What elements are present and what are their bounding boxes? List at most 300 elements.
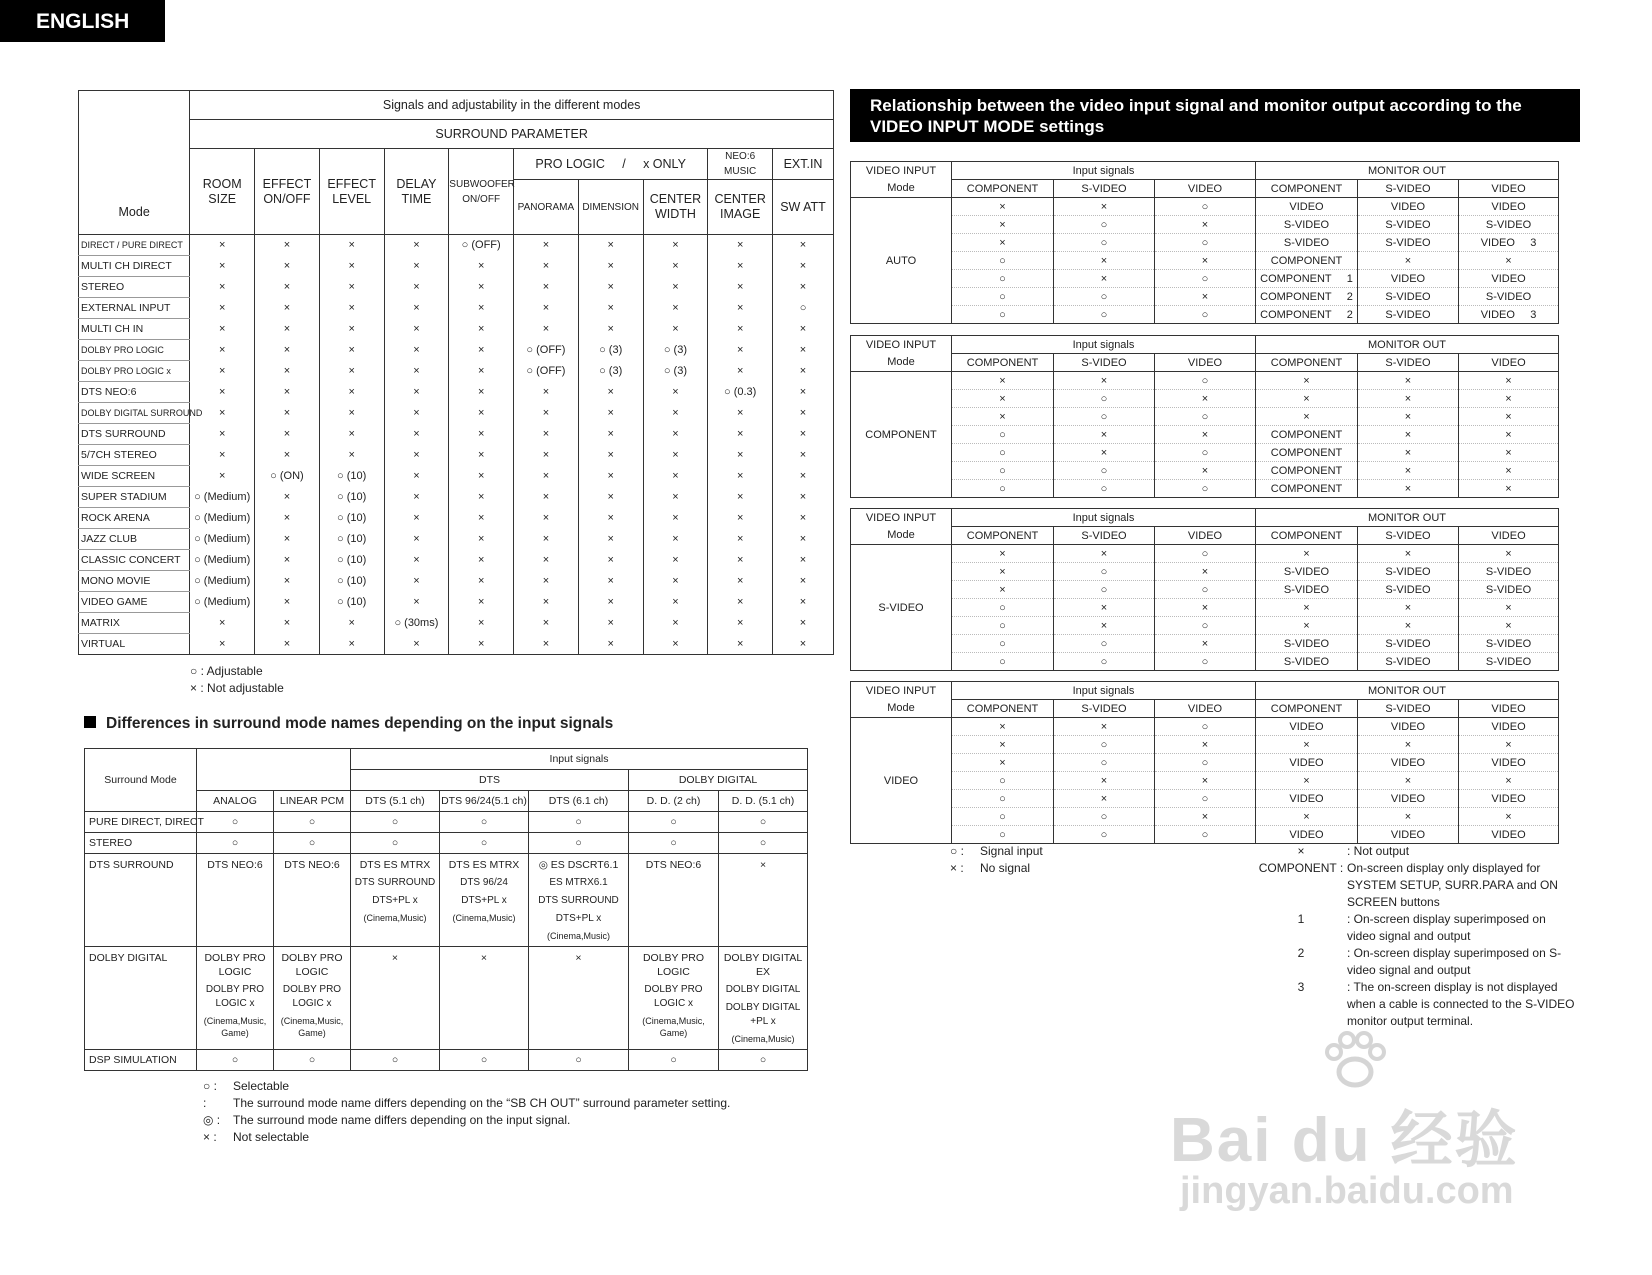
col-effect-onoff: EFFECT ON/OFF [255, 149, 320, 235]
mode-cell: AUTO [851, 198, 952, 324]
table-cell: × [514, 424, 579, 445]
table-cell: × [643, 508, 708, 529]
video-mode-table-s-video [850, 508, 1559, 671]
table-cell: × [449, 529, 514, 550]
table-row [85, 833, 808, 854]
table-cell: S-VIDEO [1256, 581, 1358, 599]
table-cell: VIDEO [1256, 718, 1358, 736]
table-row [851, 581, 1559, 599]
table-cell: COMPONENT 2 [1256, 288, 1358, 306]
table-cell: × [1256, 736, 1358, 754]
table-cell: × [773, 487, 834, 508]
mode-cell: DOLBY DIGITAL SURROUND [79, 403, 190, 424]
table-cell: ○ [1054, 390, 1155, 408]
table-cell: × [319, 319, 384, 340]
table-cell: × [643, 235, 708, 256]
table-cell: × [578, 382, 643, 403]
table-row-dolby-digital [85, 947, 808, 1050]
table-row [851, 252, 1559, 270]
table-cell: × [952, 198, 1054, 216]
cell-line: (Cinema,Music) [452, 913, 516, 923]
table-cell: × [255, 382, 320, 403]
cell-line: DTS NEO:6 [207, 859, 263, 871]
table-cell: ○ [1054, 635, 1155, 653]
table-cell: × [384, 298, 449, 319]
mode-cell: MONO MOVIE [79, 571, 190, 592]
mode-cell: SUPER STADIUM [79, 487, 190, 508]
table-row [79, 256, 834, 277]
table-cell: × [1054, 372, 1155, 390]
table-cell: × [1358, 617, 1459, 635]
table-cell: × [773, 403, 834, 424]
table-row [851, 599, 1559, 617]
table-cell: × [952, 581, 1054, 599]
table-cell: × [384, 256, 449, 277]
table-cell: × [578, 424, 643, 445]
cell-line: DTS 96/24 [460, 877, 508, 888]
col-center-image: CENTER IMAGE [708, 180, 773, 235]
table-cell [197, 854, 274, 947]
table-cell: × [1256, 772, 1358, 790]
table-cell: × [952, 545, 1054, 563]
table-row [79, 298, 834, 319]
mode-cell: DTS SURROUND [79, 424, 190, 445]
mode-label: Mode [851, 354, 952, 372]
cell-line: (Cinema,Music, Game) [642, 1016, 705, 1038]
table-cell: ○ [1054, 480, 1155, 498]
legend-symbol: 2 [1297, 946, 1305, 960]
legend-text: : On-screen display superimposed on S-video signal and output [1347, 946, 1562, 977]
table-cell: × [1256, 390, 1358, 408]
table-cell: × [708, 613, 773, 634]
table-cell: × [773, 256, 834, 277]
col-header: VIDEO [1459, 180, 1559, 198]
table-cell: × [708, 529, 773, 550]
table-row [79, 613, 834, 634]
table-cell: × [952, 563, 1054, 581]
table-cell: × [1459, 462, 1559, 480]
table-cell [197, 947, 274, 1050]
header-row [851, 180, 1559, 198]
col-subwoofer: SUBWOOFER ON/OFF [449, 149, 514, 235]
input-col-header: DTS (5.1 ch) [351, 791, 440, 812]
table-row-dts-surround [85, 854, 808, 947]
table-cell: × [1358, 480, 1459, 498]
legend-text: The surround mode name differs depending on the input signal. [233, 1113, 571, 1127]
table-cell: × [514, 508, 579, 529]
pro-logic-group-header: PRO LOGIC / x ONLY [514, 149, 708, 180]
legend-row [203, 1095, 730, 1112]
table-cell: × [1054, 252, 1155, 270]
table-cell: × [190, 613, 255, 634]
watermark-logo-text: Bai du 经验 [1170, 1106, 1519, 1175]
table-cell: ○ [1155, 617, 1256, 635]
table-cell: × [1459, 545, 1559, 563]
table-cell: ○ [952, 653, 1054, 671]
table-cell: × [1054, 617, 1155, 635]
table-cell: × [578, 550, 643, 571]
cell-line: ES MTRX6.1 [549, 877, 608, 888]
table-cell: ○ [719, 833, 808, 854]
table-cell: × [643, 319, 708, 340]
table-cell: × [1155, 808, 1256, 826]
table-cell: × [773, 235, 834, 256]
table-cell: × [1054, 270, 1155, 288]
cell-line: (Cinema,Music) [546, 931, 610, 941]
table-cell: ○ (10) [319, 592, 384, 613]
input-signals-header: Input signals [952, 162, 1256, 180]
table-cell: × [1155, 599, 1256, 617]
table-cell: ○ [1155, 306, 1256, 324]
table-cell: ○ (10) [319, 571, 384, 592]
table-cell: × [255, 445, 320, 466]
legend-symbol: ○ : [950, 844, 964, 858]
vim-label: VIDEO INPUT [851, 682, 952, 700]
col-header: S-VIDEO [1358, 354, 1459, 372]
table-cell: × [384, 466, 449, 487]
mode-cell: CLASSIC CONCERT [79, 550, 190, 571]
table-cell: ○ (OFF) [514, 340, 579, 361]
table-row [79, 445, 834, 466]
table-cell: × [319, 445, 384, 466]
header-row [851, 509, 1559, 527]
table-cell: × [1358, 772, 1459, 790]
legend-text: : Not adjustable [200, 681, 284, 695]
table-cell: ○ (Medium) [190, 487, 255, 508]
legend-row [1255, 843, 1575, 860]
table-cell: × [643, 298, 708, 319]
table-cell: ○ [952, 808, 1054, 826]
table-cell: × [255, 361, 320, 382]
table-cell: ○ [1155, 653, 1256, 671]
legend-row [203, 1112, 730, 1129]
table-cell: ○ (ON) [255, 466, 320, 487]
table-cell: ○ (Medium) [190, 508, 255, 529]
table-row [79, 319, 834, 340]
table-cell: × [773, 466, 834, 487]
cell-line: DTS NEO:6 [284, 859, 340, 871]
table-row [851, 653, 1559, 671]
table-cell: × [952, 718, 1054, 736]
legend-text: Signal input [980, 844, 1043, 858]
table-cell: × [514, 298, 579, 319]
table-cell: S-VIDEO [1358, 635, 1459, 653]
monitor-out-header: MONITOR OUT [1256, 336, 1559, 354]
table-cell: S-VIDEO [1358, 288, 1459, 306]
table-cell: ○ [952, 599, 1054, 617]
table-cell: × [1256, 545, 1358, 563]
table-cell: × [773, 340, 834, 361]
table-cell: ○ [1054, 216, 1155, 234]
table-cell: ○ [1155, 826, 1256, 844]
table-cell: ○ [952, 306, 1054, 324]
video-legend-right [1255, 843, 1575, 1030]
table-cell: × [190, 445, 255, 466]
table-cell: S-VIDEO [1256, 216, 1358, 234]
table-row [79, 550, 834, 571]
table-cell: × [1459, 390, 1559, 408]
table-cell: VIDEO [1256, 198, 1358, 216]
table-row [851, 270, 1559, 288]
col-header: S-VIDEO [1358, 700, 1459, 718]
signals-header: Signals and adjustability in the different modes [190, 91, 834, 120]
table-cell: ○ [197, 812, 274, 833]
table-cell: ○ [274, 812, 351, 833]
table-cell: S-VIDEO [1459, 563, 1559, 581]
mode-cell: S-VIDEO [851, 545, 952, 671]
legend-text: The surround mode name differs depending on the “SB CH OUT” surround parameter setting. [233, 1096, 731, 1110]
mode-cell: DOLBY DIGITAL [85, 947, 197, 1050]
table-cell: VIDEO [1256, 790, 1358, 808]
table-cell: × [578, 571, 643, 592]
table-cell: × [1358, 372, 1459, 390]
table-cell: × [1155, 772, 1256, 790]
table-row [851, 790, 1559, 808]
table-cell: S-VIDEO [1358, 581, 1459, 599]
table-row [851, 306, 1559, 324]
table-cell: × [643, 550, 708, 571]
table-row [79, 487, 834, 508]
table-cell: ○ [1155, 198, 1256, 216]
input-col-header: LINEAR PCM [274, 791, 351, 812]
table-cell: × [449, 277, 514, 298]
table-cell: × [1054, 426, 1155, 444]
legend-symbol: 3 [1297, 980, 1305, 994]
video-legend-left [950, 843, 1043, 877]
table-cell: VIDEO [1459, 826, 1559, 844]
cell-line: DOLBY PRO LOGIC x [644, 984, 703, 1009]
col-header: S-VIDEO [1054, 180, 1155, 198]
table-cell: × [1054, 599, 1155, 617]
table-row [851, 563, 1559, 581]
cell-line: DOLBY PRO LOGIC x [282, 984, 342, 1009]
table-cell: × [1054, 198, 1155, 216]
legend-symbol: × [1297, 844, 1305, 858]
table-row [79, 340, 834, 361]
col-header: VIDEO [1155, 527, 1256, 545]
legend-not-adjustable [190, 680, 284, 697]
col-effect-level: EFFECT LEVEL [319, 149, 384, 235]
table-cell: ○ [719, 1050, 808, 1071]
table-cell: × [190, 634, 255, 655]
table-cell: × [1459, 408, 1559, 426]
table-row [79, 508, 834, 529]
col-header: VIDEO [1459, 354, 1559, 372]
table-cell: ○ [1155, 718, 1256, 736]
legend-row [1255, 945, 1575, 979]
table-cell: × [643, 382, 708, 403]
cell-line: DTS SURROUND [538, 895, 619, 906]
watermark-url: jingyan.baidu.com [1180, 1170, 1514, 1212]
table-cell: × [449, 340, 514, 361]
table-cell: × [952, 216, 1054, 234]
table-cell: × [1358, 390, 1459, 408]
table-cell: × [643, 403, 708, 424]
table-cell: × [514, 403, 579, 424]
table-cell: × [773, 277, 834, 298]
table-cell: × [578, 487, 643, 508]
table-cell: × [449, 319, 514, 340]
table-cell: ○ [1155, 480, 1256, 498]
table-cell: × [1358, 444, 1459, 462]
legend-symbol: × : [203, 1130, 217, 1144]
table-cell: ○ [952, 444, 1054, 462]
table-cell: × [384, 277, 449, 298]
table-cell: ○ [1054, 234, 1155, 252]
extin-group-header: EXT.IN [773, 149, 834, 180]
table-row [79, 424, 834, 445]
table-row [851, 772, 1559, 790]
table-cell: × [319, 382, 384, 403]
table-cell: × [190, 277, 255, 298]
table-cell: × [1155, 736, 1256, 754]
cell-line: (Cinema,Music, Game) [280, 1016, 344, 1038]
table-cell: × [514, 529, 579, 550]
col-header: COMPONENT [952, 180, 1054, 198]
neo6-group-header: NEO:6 MUSIC [708, 149, 773, 180]
table-cell: × [773, 361, 834, 382]
col-header: S-VIDEO [1054, 354, 1155, 372]
table-cell: S-VIDEO [1256, 234, 1358, 252]
table-cell: ○ [1054, 306, 1155, 324]
table-row [851, 390, 1559, 408]
table-cell: × [319, 424, 384, 445]
table-cell: × [643, 256, 708, 277]
table-cell: × [255, 592, 320, 613]
table-row [851, 754, 1559, 772]
legend-row [1255, 911, 1575, 945]
col-panorama: PANORAMA [514, 180, 579, 235]
mode-cell: DOLBY PRO LOGIC [79, 340, 190, 361]
cell-line: × [575, 952, 582, 964]
table-cell: × [1358, 545, 1459, 563]
table-cell: × [514, 571, 579, 592]
table-cell: × [1358, 808, 1459, 826]
table-cell: × [1256, 808, 1358, 826]
table-cell: × [643, 592, 708, 613]
table-cell: × [514, 256, 579, 277]
cell-line: DOLBY PRO LOGIC [204, 952, 266, 978]
table-cell: × [1155, 252, 1256, 270]
table-cell: × [319, 298, 384, 319]
table-cell: × [190, 466, 255, 487]
table-cell: ○ [440, 812, 529, 833]
table-cell: × [255, 340, 320, 361]
vim-label: VIDEO INPUT [851, 509, 952, 527]
table-cell: × [514, 550, 579, 571]
table-cell: × [1459, 772, 1559, 790]
col-header: VIDEO [1459, 527, 1559, 545]
table-cell: ○ [197, 1050, 274, 1071]
table-cell: × [449, 487, 514, 508]
legend-text: No signal [980, 861, 1031, 875]
table-cell [629, 947, 719, 1050]
table-cell: ○ (Medium) [190, 571, 255, 592]
table-cell: × [255, 235, 320, 256]
table-cell: × [514, 634, 579, 655]
table-cell: × [255, 403, 320, 424]
table-cell: × [1358, 252, 1459, 270]
table-cell: × [643, 424, 708, 445]
table-cell: × [514, 445, 579, 466]
cell-line: DTS+PL x [372, 895, 418, 906]
table-cell: × [255, 529, 320, 550]
table-cell: × [449, 571, 514, 592]
table-cell: × [384, 634, 449, 655]
col-header: VIDEO [1459, 700, 1559, 718]
table-cell: S-VIDEO [1459, 581, 1559, 599]
table-cell: ○ (Medium) [190, 592, 255, 613]
differences-title [84, 715, 613, 733]
table-cell: × [578, 319, 643, 340]
table-cell: × [708, 550, 773, 571]
table-row [851, 216, 1559, 234]
table-cell: × [449, 592, 514, 613]
monitor-out-header: MONITOR OUT [1256, 162, 1559, 180]
mode-cell: WIDE SCREEN [79, 466, 190, 487]
table-cell: × [1155, 462, 1256, 480]
table-cell: × [384, 235, 449, 256]
table-cell: × [1459, 480, 1559, 498]
table-cell: ○ [351, 1050, 440, 1071]
table-cell: ○ [529, 833, 629, 854]
table-cell: × [384, 445, 449, 466]
surround-parameter-table [78, 90, 834, 655]
mode-label: Mode [851, 527, 952, 545]
table-cell: ○ [1054, 563, 1155, 581]
table-cell: × [449, 298, 514, 319]
page-language-tab: ENGLISH [0, 0, 165, 42]
mode-cell: DIRECT / PURE DIRECT [79, 235, 190, 256]
table-cell: S-VIDEO [1358, 653, 1459, 671]
table-cell: ○ [1054, 826, 1155, 844]
table-cell: × [319, 361, 384, 382]
table-cell: × [384, 424, 449, 445]
table-cell: × [255, 613, 320, 634]
table-cell: × [514, 277, 579, 298]
table-cell: × [1358, 408, 1459, 426]
table-cell: × [773, 613, 834, 634]
table-cell: VIDEO [1459, 754, 1559, 772]
table-cell [440, 854, 529, 947]
table-cell: × [449, 508, 514, 529]
table-cell: × [255, 298, 320, 319]
table-row [851, 480, 1559, 498]
table-cell: × [1459, 808, 1559, 826]
table-cell: S-VIDEO [1459, 653, 1559, 671]
input-col-header: DTS 96/24(5.1 ch) [440, 791, 529, 812]
table-cell: × [1155, 635, 1256, 653]
table-cell: × [449, 466, 514, 487]
table-cell: × [190, 319, 255, 340]
table-cell: × [708, 487, 773, 508]
table-cell: × [578, 613, 643, 634]
table-cell: × [643, 487, 708, 508]
table-cell: × [384, 319, 449, 340]
col-header: COMPONENT [952, 527, 1054, 545]
table-cell: × [190, 382, 255, 403]
mode-cell: EXTERNAL INPUT [79, 298, 190, 319]
input-signals-header: Input signals [952, 509, 1256, 527]
table-cell: ○ (3) [578, 340, 643, 361]
col-header: VIDEO [1155, 354, 1256, 372]
table-cell: × [319, 256, 384, 277]
mode-cell: 5/7CH STEREO [79, 445, 190, 466]
legend-symbol: × : [950, 861, 964, 875]
table-cell: × [190, 424, 255, 445]
table-cell: × [578, 235, 643, 256]
table-cell: × [319, 340, 384, 361]
